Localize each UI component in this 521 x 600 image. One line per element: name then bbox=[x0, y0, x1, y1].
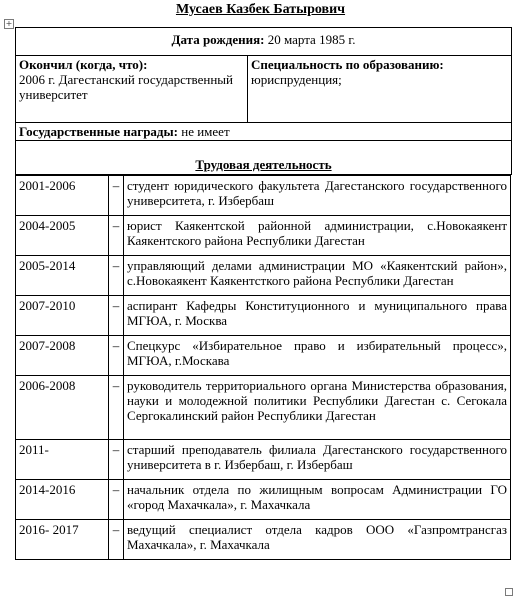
work-period: 2007-2008 bbox=[16, 336, 109, 376]
work-row bbox=[16, 256, 511, 296]
work-section-title: Трудовая деятельность bbox=[195, 157, 332, 172]
specialty-label: Специальность по образованию: bbox=[251, 57, 444, 72]
work-description: студент юридического факультета Дагестанского государственного университета, г. Избербаш bbox=[124, 176, 511, 216]
work-history-table bbox=[15, 175, 511, 560]
work-period: 2016- 2017 bbox=[16, 520, 109, 560]
work-section-row bbox=[16, 141, 512, 175]
awards-value: не имеет bbox=[178, 124, 230, 139]
work-period: 2001-2006 bbox=[16, 176, 109, 216]
graduated-label: Окончил (когда, что): bbox=[19, 57, 148, 72]
work-dash: – bbox=[109, 376, 124, 440]
graduated-value: 2006 г. Дагестанский государственный университет bbox=[19, 72, 233, 102]
work-dash: – bbox=[109, 520, 124, 560]
work-description: юрист Каякентской районной администрации, с.Новокаякент Каякентского района Республики Дагестан bbox=[124, 216, 511, 256]
specialty-cell bbox=[248, 56, 512, 123]
work-period: 2011- bbox=[16, 440, 109, 480]
work-description: аспирант Кафедры Конституционного и муниципального права МГЮА, г. Москва bbox=[124, 296, 511, 336]
document-title: Мусаев Казбек Батырович bbox=[175, 2, 346, 17]
resume-table bbox=[15, 27, 512, 175]
work-row bbox=[16, 440, 511, 480]
work-row bbox=[16, 216, 511, 256]
work-section-title-cell bbox=[16, 141, 512, 175]
work-description: начальник отдела по жилищным вопросам Администрации ГО «город Махачкала», г. Махачкала bbox=[124, 480, 511, 520]
work-period: 2007-2010 bbox=[16, 296, 109, 336]
work-description: руководитель территориального органа Министерства образования, науки и молодежной политики Республики Дагестан с. Сегокала Сергокалинский район Республики Дагестан bbox=[124, 376, 511, 440]
awards-cell bbox=[16, 123, 512, 141]
work-row bbox=[16, 520, 511, 560]
work-period: 2014-2016 bbox=[16, 480, 109, 520]
work-row bbox=[16, 480, 511, 520]
work-period: 2005-2014 bbox=[16, 256, 109, 296]
work-dash: – bbox=[109, 296, 124, 336]
work-dash: – bbox=[109, 256, 124, 296]
work-dash: – bbox=[109, 216, 124, 256]
education-row bbox=[16, 56, 512, 123]
work-period: 2006-2008 bbox=[16, 376, 109, 440]
table-move-handle-icon[interactable]: + bbox=[5, 19, 13, 28]
graduated-cell bbox=[16, 56, 248, 123]
work-description: старший преподаватель филиала Дагестанского государственного университета в г. Избербаш, г. Избербаш bbox=[124, 440, 511, 480]
work-row bbox=[16, 296, 511, 336]
birth-label: Дата рождения: bbox=[171, 32, 265, 47]
birth-cell bbox=[16, 28, 512, 56]
specialty-value: юриспруденция; bbox=[251, 72, 342, 87]
work-row bbox=[16, 176, 511, 216]
work-dash: – bbox=[109, 440, 124, 480]
work-description: ведущий специалист отдела кадров ООО «Газпромтрансгаз Махачкала», г. Махачкала bbox=[124, 520, 511, 560]
work-row bbox=[16, 376, 511, 440]
birth-row bbox=[16, 28, 512, 56]
awards-row bbox=[16, 123, 512, 141]
work-description: управляющий делами администрации МО «Каякентский район», с.Новокаякент Каякентсткого района Республики Дагестан bbox=[124, 256, 511, 296]
table-resize-handle-icon[interactable] bbox=[505, 588, 513, 596]
work-description: Спецкурс «Избирательное право и избирательный процесс», МГЮА, г.Москава bbox=[124, 336, 511, 376]
work-period: 2004-2005 bbox=[16, 216, 109, 256]
work-dash: – bbox=[109, 480, 124, 520]
work-dash: – bbox=[109, 176, 124, 216]
work-dash: – bbox=[109, 336, 124, 376]
resume-sheet bbox=[15, 27, 511, 560]
work-row bbox=[16, 336, 511, 376]
awards-label: Государственные награды: bbox=[19, 124, 178, 139]
birth-value: 20 марта 1985 г. bbox=[264, 32, 356, 47]
